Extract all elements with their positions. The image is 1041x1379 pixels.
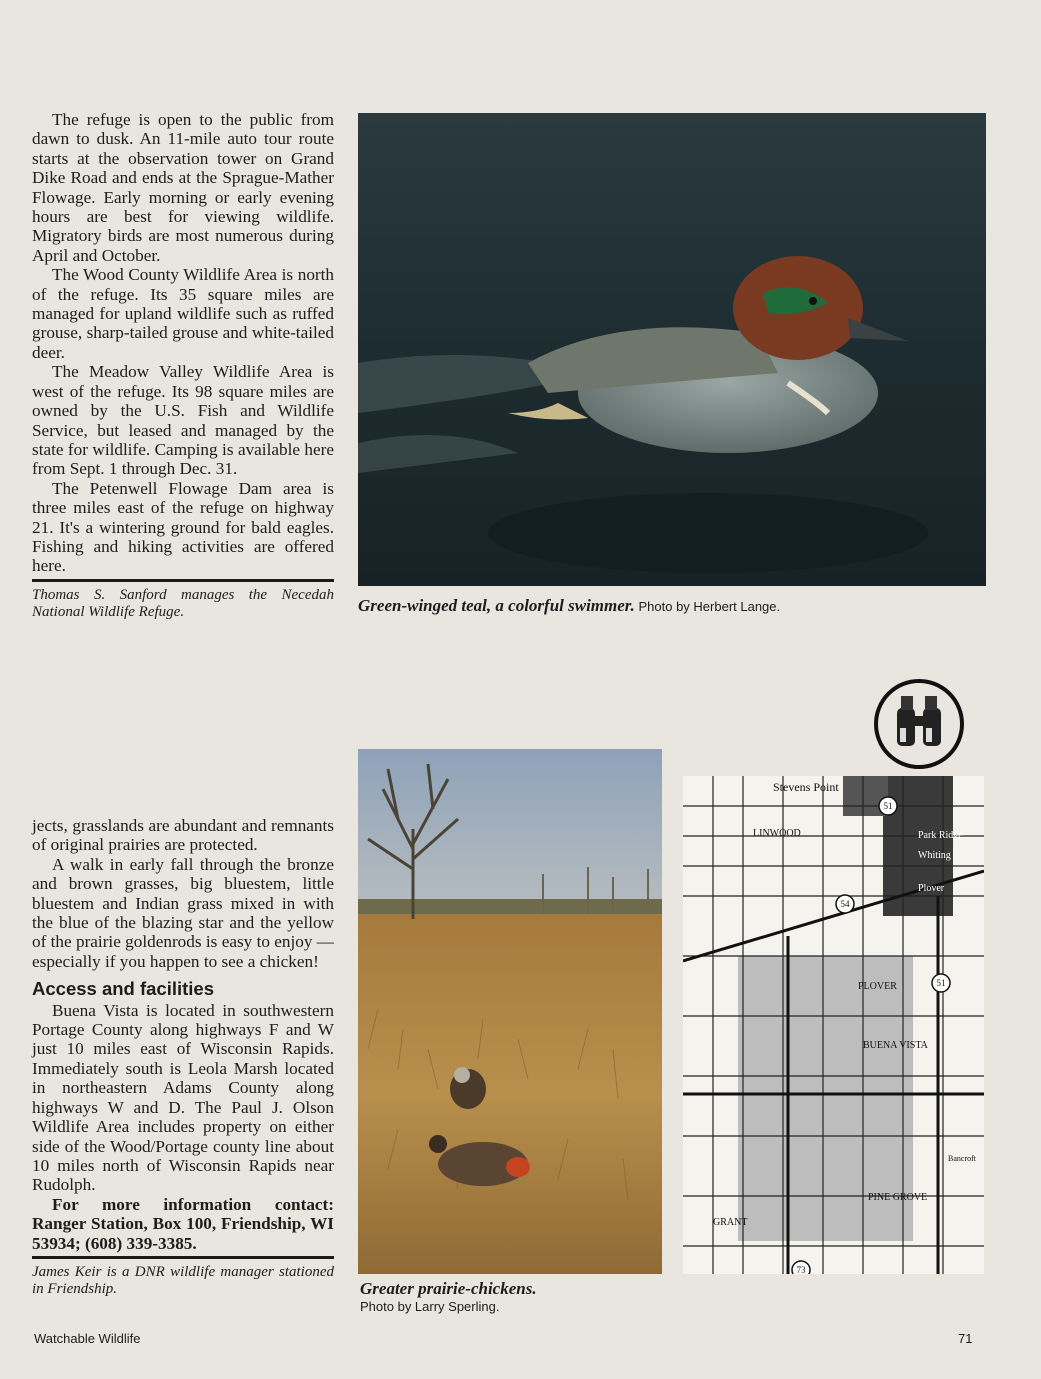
route-number: 51: [936, 978, 946, 988]
divider: [32, 579, 334, 582]
route-number: 54: [840, 899, 850, 909]
contact-info: For more information contact: Ranger Station, Box 100, Friendship, WI 53934; (608) 339-3385.: [32, 1194, 334, 1253]
paragraph: jects, grasslands are abundant and remnants of original prairies are protected.: [32, 816, 334, 855]
caption-title: Green-winged teal, a colorful swimmer.: [358, 596, 635, 615]
paragraph: The Wood County Wildlife Area is north of the refuge. Its 35 square miles are managed for upland wildlife such as ruffed grouse, sharp-tailed grouse and white-tailed deer.: [32, 265, 334, 362]
paragraph: The Meadow Valley Wildlife Area is west of the refuge. Its 98 square miles are owned by the U.S. Fish and Wildlife Service, but leased and managed by the state for wildlife. Camping is available here from Sept. 1 through Dec. 31.: [32, 362, 334, 479]
route-number: 73: [796, 1265, 806, 1274]
teal-caption: [358, 596, 780, 616]
bottom-text-column: [32, 816, 334, 1298]
route-number: 51: [883, 801, 893, 811]
paragraph: A walk in early fall through the bronze and brown grasses, big bluestem, little bluestem and Indian grass mixed in with the blue of the blazing star and the yellow of the prairie goldenrods is easy to enjoy — especially if you happen to see a chicken!: [32, 854, 334, 971]
map-label: Park Ridge: [918, 830, 963, 841]
map-label: Bancroft: [948, 1154, 976, 1163]
map-label: Whiting: [918, 850, 951, 861]
top-text-column: [32, 110, 334, 621]
map-label: PINE GROVE: [868, 1192, 928, 1203]
prairie-caption: [360, 1280, 537, 1316]
map-label: GRANT: [713, 1217, 748, 1228]
section-heading: Access and facilities: [32, 978, 215, 1000]
photo-credit: Photo by Larry Sperling.: [360, 1299, 500, 1314]
paragraph: The refuge is open to the public from dawn to dusk. An 11-mile auto tour route starts at the observation tower on Grand Dike Road and ends at the Sprague-Mather Flowage. Early morning or early evening hours are best for viewing wildlife. Migratory birds are most numerous during April and October.: [32, 110, 334, 265]
binoculars-icon: [873, 678, 965, 770]
prairie-chicken-photo: [358, 749, 662, 1274]
teal-photo: [358, 113, 986, 586]
footer-left: Watchable Wildlife: [34, 1331, 141, 1346]
map-label: PLOVER: [858, 981, 897, 992]
map-label: LINWOOD: [753, 828, 801, 839]
author-note: James Keir is a DNR wildlife manager stationed in Friendship.: [32, 1263, 334, 1297]
divider: [32, 1256, 334, 1259]
caption-title: Greater prairie-chickens.: [360, 1279, 537, 1298]
photo-credit: Photo by Herbert Lange.: [638, 599, 781, 614]
page-number: 71: [958, 1331, 973, 1346]
paragraph: Buena Vista is located in southwestern Portage County along highways F and W just 10 miles east of Wisconsin Rapids. Immediately south is Leola Marsh located in northeastern Adams County along highways W and D. The Paul J. Olson Wildlife Area includes property on either side of the Wood/Portage county line about 10 miles north of Wisconsin Rapids near Rudolph.: [32, 1000, 334, 1195]
map-label: BUENA VISTA: [863, 1040, 928, 1051]
map-label: Stevens Point: [773, 780, 839, 794]
paragraph: The Petenwell Flowage Dam area is three miles east of the refuge on highway 21. It's a wintering ground for bald eagles. Fishing and hiking activities are offered here.: [32, 478, 334, 576]
author-note: Thomas S. Sanford manages the Necedah National Wildlife Refuge.: [32, 586, 334, 620]
map-label: Plover: [918, 883, 945, 894]
area-map: [683, 776, 984, 1274]
